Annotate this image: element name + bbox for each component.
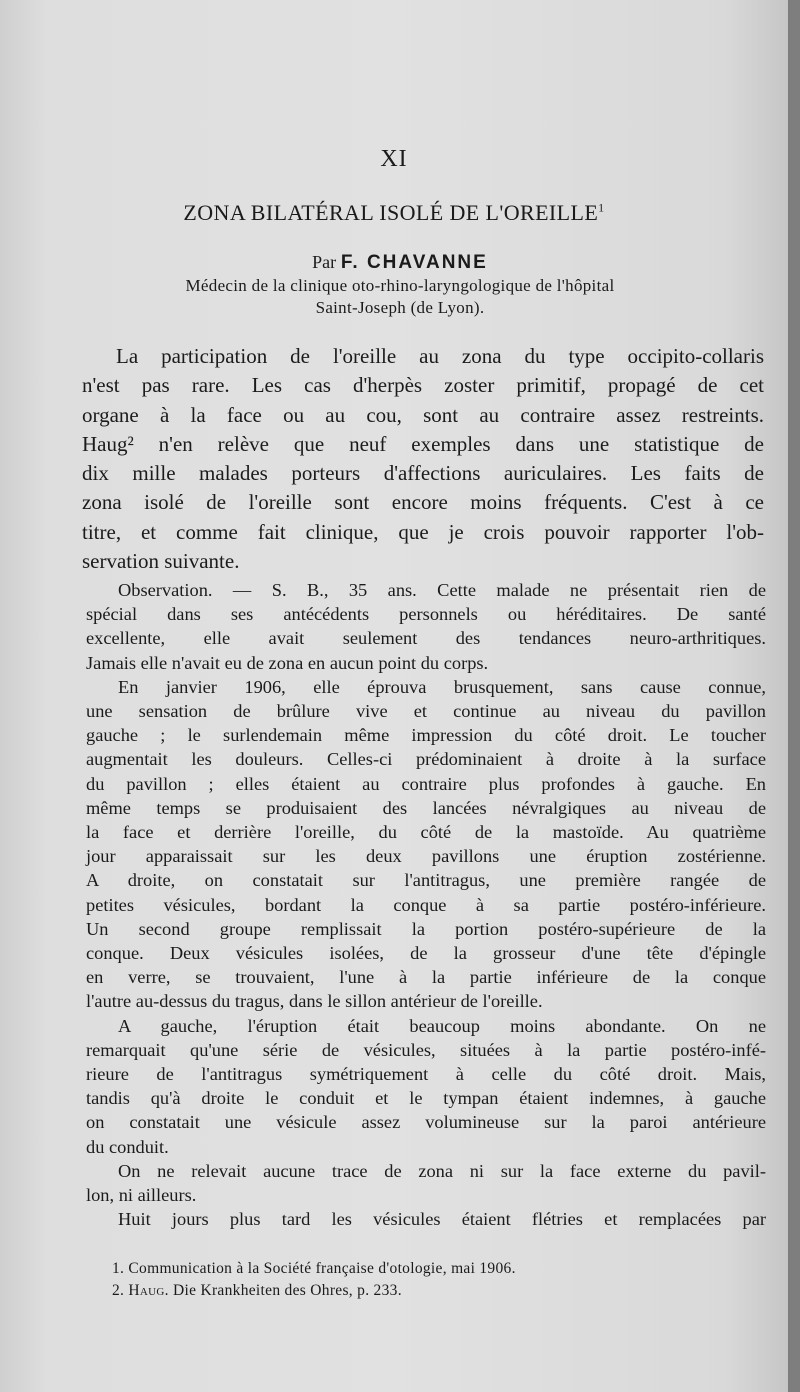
body-line: conque. Deux vésicules isolées, de la grosseur d'une tête d'épingle xyxy=(86,943,766,964)
body-line: rieure de l'antitragus symétriquement à celle du côté droit. Mais, xyxy=(86,1064,766,1085)
body-line: excellente, elle avait seulement des tendances neuro-arthritiques. xyxy=(86,628,766,649)
title-text: ZONA BILATÉRAL ISOLÉ DE L'OREILLE xyxy=(183,200,599,225)
footnote-2-number: 2. xyxy=(112,1282,125,1299)
affiliation-line-1: Médecin de la clinique oto-rhino-laryngologique de l'hôpital xyxy=(185,276,615,295)
body-line: une sensation de brûlure vive et continue au niveau du pavillon xyxy=(86,701,766,722)
body-line: remarquait qu'une série de vésicules, situées à la partie postéro-infé- xyxy=(86,1039,766,1060)
intro-line: servation suivante. xyxy=(82,549,240,574)
observation-text xyxy=(86,578,766,1231)
body-line: en verre, se trouvaient, l'une à la partie inférieure de la conque xyxy=(86,967,766,988)
body-line: En janvier 1906, elle éprouva brusquement, sans cause connue, xyxy=(118,676,766,697)
footnote-2-author: Haug. xyxy=(128,1282,169,1299)
intro-paragraph xyxy=(82,342,764,576)
footnote-2 xyxy=(112,1282,402,1300)
body-line: du pavillon ; elles étaient au contraire plus profondes à gauche. En xyxy=(86,773,766,794)
body-line: On ne relevait aucune trace de zona ni sur la face externe du pavil- xyxy=(118,1160,766,1181)
body-line: A droite, on constatait sur l'antitragus, une première rangée de xyxy=(86,870,766,891)
body-line: Huit jours plus tard les vésicules étaient flétries et remplacées par xyxy=(118,1209,766,1230)
intro-line: La participation de l'oreille au zona du type occipito-collaris xyxy=(116,344,764,368)
footnote-1: 1. Communication à la Société française d'otologie, mai 1906. xyxy=(112,1260,516,1277)
intro-line: organe à la face ou au cou, sont au contraire assez restreints. xyxy=(82,402,764,427)
body-line: gauche ; le surlendemain même impression du côté droit. Le toucher xyxy=(86,725,766,746)
intro-line: titre, et comme fait clinique, que je crois pouvoir rapporter l'ob- xyxy=(82,519,764,544)
title-footnote-marker: 1 xyxy=(598,200,605,215)
body-line: petites vésicules, bordant la conque à sa partie postéro-inférieure. xyxy=(86,894,766,915)
scan-edge xyxy=(788,0,800,1392)
intro-line: n'est pas rare. Les cas d'herpès zoster primitif, propagé de cet xyxy=(82,373,764,398)
chapter-number: XI xyxy=(380,146,408,172)
body-line: Observation. — S. B., 35 ans. Cette malade ne présentait rien de xyxy=(118,580,766,600)
byline xyxy=(0,252,800,274)
body-line: spécial dans ses antécédents personnels ou héréditaires. De santé xyxy=(86,604,766,625)
body-line: A gauche, l'éruption était beaucoup moins abondante. On ne xyxy=(118,1015,766,1036)
body-line: Un second groupe remplissait la portion postéro-supérieure de la xyxy=(86,918,766,939)
body-line: jour apparaissait sur les deux pavillons une éruption zostérienne. xyxy=(86,846,766,867)
intro-line: Haug² n'en relève que neuf exemples dans une statistique de xyxy=(82,431,764,456)
byline-prefix: Par xyxy=(312,252,337,272)
body-line: augmentait les douleurs. Celles-ci prédominaient à droite à la surface xyxy=(86,749,766,770)
intro-line: dix mille malades porteurs d'affections auriculaires. Les faits de xyxy=(82,461,764,486)
author-name: F. CHAVANNE xyxy=(340,252,488,273)
body-line: du conduit. xyxy=(86,1136,169,1157)
intro-line: zona isolé de l'oreille sont encore moins fréquents. C'est à ce xyxy=(82,490,764,515)
body-line: même temps se produisaient des lancées névralgiques au niveau de xyxy=(86,797,766,818)
affiliation-line-2: Saint-Joseph (de Lyon). xyxy=(315,298,485,317)
body-line: Jamais elle n'avait eu de zona en aucun point du corps. xyxy=(86,652,489,673)
article-title xyxy=(0,200,788,226)
body-line: l'autre au-dessus du tragus, dans le sillon antérieur de l'oreille. xyxy=(86,991,543,1012)
body-line: on constatait une vésicule assez volumineuse sur la paroi antérieure xyxy=(86,1112,766,1133)
body-line: lon, ni ailleurs. xyxy=(86,1185,197,1206)
body-line: tandis qu'à droite le conduit et le tympan étaient indemnes, à gauche xyxy=(86,1088,766,1109)
footnote-2-text: Die Krankheiten des Ohres, p. 233. xyxy=(173,1282,402,1299)
body-line: la face et derrière l'oreille, du côté de la mastoïde. Au quatrième xyxy=(86,822,766,843)
